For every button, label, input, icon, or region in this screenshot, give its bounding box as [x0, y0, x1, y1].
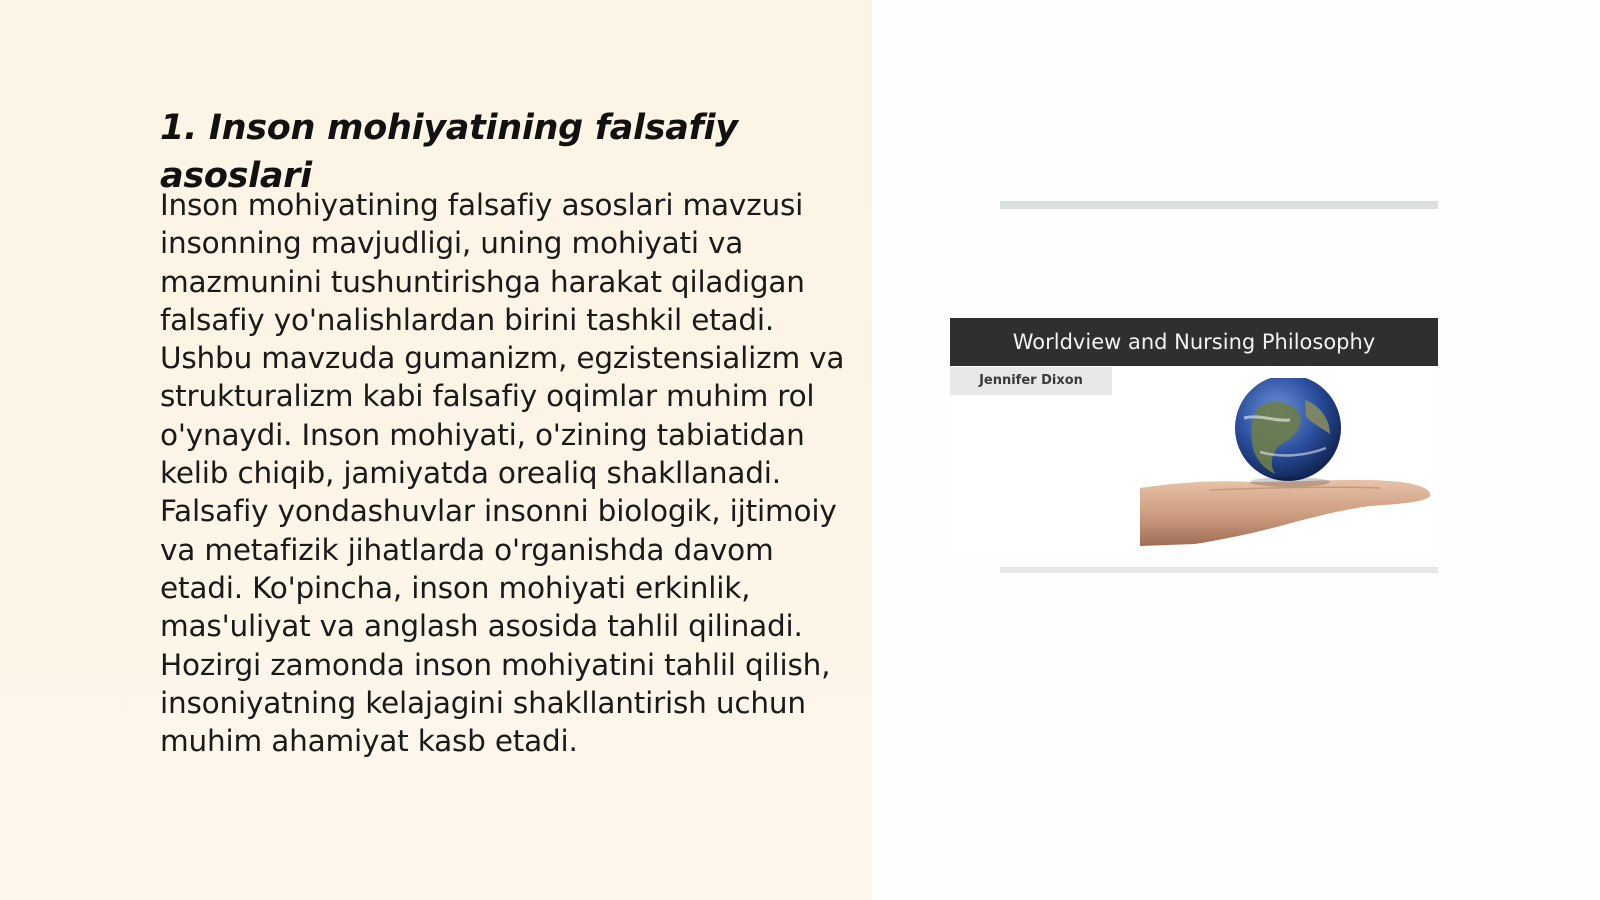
image-top-divider	[1000, 201, 1438, 209]
image-bottom-divider	[1000, 567, 1438, 573]
slide-body-text: Inson mohiyatining falsafiy asoslari mavzusi insonning mavjudligi, uning mohiyati va mazmunini tushuntirishga harakat qiladigan falsafiy yo'nalishlardan birini tashkil etadi. Ushbu mavzuda gumanizm, egzistensializm va strukturalizm kabi falsafiy oqimlar muhim rol o'ynaydi. Inson mohiyati, o'zining tabiatidan kelib chiqib, jamiyatda orealiq shakllanadi. Falsafiy yondashuvlar insonni biologik, ijtimoiy va metafizik jihatlarda o'rganishda davom etadi. Ko'pincha, inson mohiyati erkinlik, mas'uliyat va anglash asosida tahlil qilinadi. Hozirgi zamonda inson mohiyatini tahlil qilish, insoniyatning kelajagini shakllantirish uchun muhim ahamiyat kasb etadi.	[160, 188, 845, 759]
slide-title: 1. Inson mohiyatining falsafiy asoslari	[160, 108, 738, 196]
image-title: Worldview and Nursing Philosophy	[950, 318, 1438, 366]
embedded-slide-image	[950, 318, 1438, 554]
globe-in-hand-icon	[1140, 378, 1438, 554]
image-author: Jennifer Dixon	[950, 367, 1112, 395]
